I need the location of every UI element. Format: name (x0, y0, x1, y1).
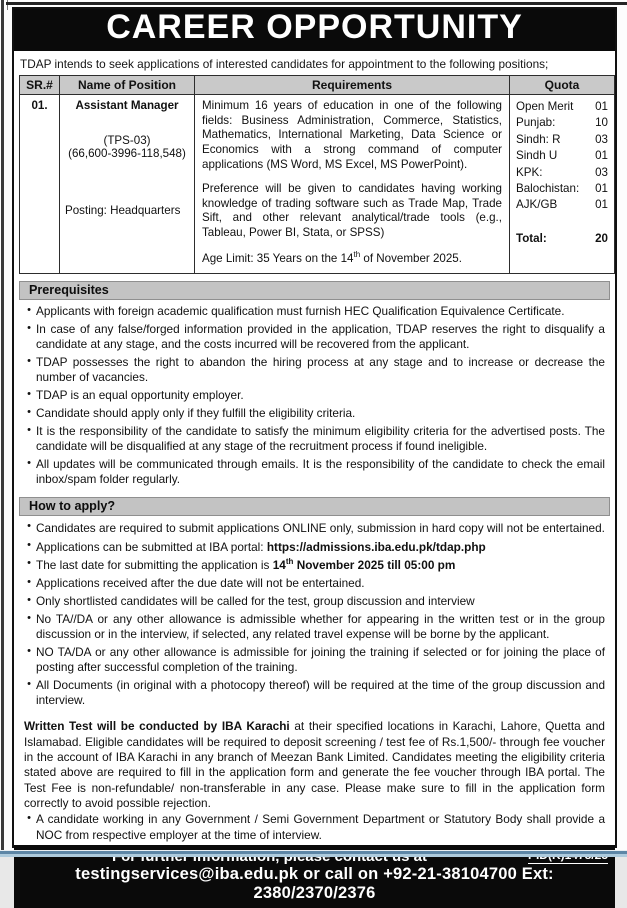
list-item: • In case of any false/forged information provided in the application, TDAP reserves the right to disqualify a candidate at any stage, and the costs incurred will be recovered from the applicant. (22, 322, 607, 353)
bullet-icon: • (27, 576, 31, 589)
header-position: Name of Position (60, 75, 195, 94)
noc-list (22, 812, 607, 845)
list-item: • Applications received after the due date will not be entertained. (22, 576, 607, 591)
list-item: • Candidate should apply only if they fulfill the eligibility criteria. (22, 406, 607, 421)
cell-requirements (195, 94, 510, 273)
cell-quota (510, 94, 615, 273)
list-item (22, 812, 607, 843)
table-header-row (20, 75, 615, 94)
career-ad-container (12, 7, 617, 903)
list-item: • The last date for submitting the application is 14th November 2025 till 05:00 pm (22, 557, 607, 573)
bullet-icon: • (27, 812, 31, 825)
list-item: • TDAP possesses the right to abandon the hiring process at any stage and to increase or decrease the number of vacancies. (22, 355, 607, 386)
bullet-icon: • (27, 557, 31, 570)
how-to-apply-list (22, 520, 607, 711)
bullet-icon: • (27, 645, 31, 657)
newspaper-column-rule (1, 0, 4, 851)
list-item: • Applications can be submitted at IBA portal: https://admissions.iba.edu.pk/tdap.php (22, 539, 607, 555)
quota-row: Sindh: R 03 (516, 132, 608, 146)
position-grade: (TPS-03) (103, 133, 151, 147)
list-item: • It is the responsibility of the candidate to satisfy the minimum eligibility criteria for the advertised posts. The candidate will be disqualified at any stage of the recruitment process if found ineligible. (22, 424, 607, 455)
bullet-icon: • (27, 456, 31, 469)
bullet-icon: • (27, 594, 31, 607)
position-title: Assistant Manager (75, 98, 179, 112)
deadline-text: November 2025 till 05:00 pm (293, 558, 456, 573)
list-item: • All updates will be communicated through emails. It is the responsibility of the candidate to check the email inbox/spam folder regularly. (22, 457, 607, 488)
quota-row: AJK/GB 01 (516, 198, 608, 212)
positions-table (19, 75, 615, 274)
list-item: • Candidates are required to submit applications ONLINE only, submission in hard copy will not be entertained. (22, 520, 607, 536)
requirement-education: Minimum 16 years of education in one of the following fields: Business Administration, Commerce, Statistics, Mathematics, International Marketing, Data Science or Economics with a strong command of computer applications (MS Word, MS Excel, MS PowerPoint). (202, 98, 502, 171)
prerequisites-list (22, 304, 607, 490)
noc-text: A candidate working in any Government / Semi Government Department or Statutory Body shall provide a NOC from respective employer at the time of interview. (36, 812, 605, 842)
bullet-icon: • (27, 354, 31, 367)
newspaper-top-rule (6, 2, 627, 5)
requirement-preference: Preference will be given to candidates having working knowledge of trading software such as Trade Map, Trade Sift, and other relevant analytical/trade tools (e.g., Tableau, Power BI, Stata, or SPSS) (202, 181, 502, 240)
position-pay-scale: (66,600-3996-118,548) (68, 146, 186, 160)
bullet-icon: • (27, 611, 31, 624)
list-item: • No TA//DA or any other allowance is admissible whether for appearing in the written test or in the group discussion or in the interview, if selected, any related travel expense will be borne by the applicant. (22, 612, 607, 643)
quota-row: Balochistan: 01 (516, 181, 608, 195)
bullet-icon: • (27, 423, 31, 436)
bullet-icon: • (27, 405, 31, 418)
footer-contact-details: testingservices@iba.edu.pk or call on +92-21-38104700 Ext: 2380/2370/2376 (75, 865, 554, 903)
cell-position (60, 94, 195, 273)
page-title: CAREER OPPORTUNITY (14, 9, 615, 51)
bullet-icon: • (27, 303, 31, 316)
quota-row: Punjab: 10 (516, 116, 608, 130)
list-item: • NO TA/DA or any other allowance is admissible for joining the training if selected or for joining the place of posting after successful completion of the training. (22, 645, 607, 676)
quota-row: Sindh U 01 (516, 149, 608, 163)
table-row (20, 94, 615, 273)
bullet-icon: • (27, 678, 31, 691)
list-item: • Only shortlisted candidates will be called for the test, group discussion and interview (22, 594, 607, 609)
quota-row: KPK: 03 (516, 165, 608, 179)
intro-text: TDAP intends to seek applications of interested candidates for appointment to the following positions; (20, 56, 549, 71)
written-test-paragraph: Written Test will be conducted by IBA Karachi at their specified locations in Karachi, Lahore, Quetta and Islamabad. Eligible candidates will be required to deposit screening / test fee of Rs.1,500/- through fee voucher in the account of IBA Karachi in any branch of Meezan Bank Limited. Candidates meeting the eligibility criteria stated above are required to fill in the application form and generate the fee voucher through IBA portal. The Test Fee is non-refundable/ non-transferable in any case. Please make sure to fill in the application form correctly to avoid possible rejection. (24, 719, 605, 810)
bottom-blue-strip (0, 850, 627, 857)
header-quota: Quota (510, 75, 615, 94)
header-requirements: Requirements (195, 75, 510, 94)
portal-url: https://admissions.iba.edu.pk/tdap.php (266, 539, 486, 554)
bullet-icon: • (27, 387, 31, 400)
list-item: • Applicants with foreign academic qualification must furnish HEC Qualification Equivalence Certificate. (22, 304, 607, 319)
bullet-icon: • (27, 538, 31, 551)
prerequisites-heading: Prerequisites (19, 281, 610, 300)
quota-total: Total: 20 (516, 231, 608, 245)
list-item: • All Documents (in original with a photocopy thereof) will be required at the time of the group discussion and interview. (22, 678, 607, 709)
bullet-icon: • (27, 519, 31, 532)
bullet-icon: • (27, 321, 31, 334)
header-sr: SR.# (20, 75, 60, 94)
cell-sr: 01. (20, 94, 60, 273)
position-posting: Posting: Headquarters (65, 203, 181, 217)
requirement-age-limit: Age Limit: 35 Years on the 14th of November 2025. (202, 250, 462, 265)
how-to-apply-heading: How to apply? (19, 497, 610, 516)
list-item: • TDAP is an equal opportunity employer. (22, 388, 607, 403)
quota-row: Open Merit 01 (516, 99, 608, 113)
